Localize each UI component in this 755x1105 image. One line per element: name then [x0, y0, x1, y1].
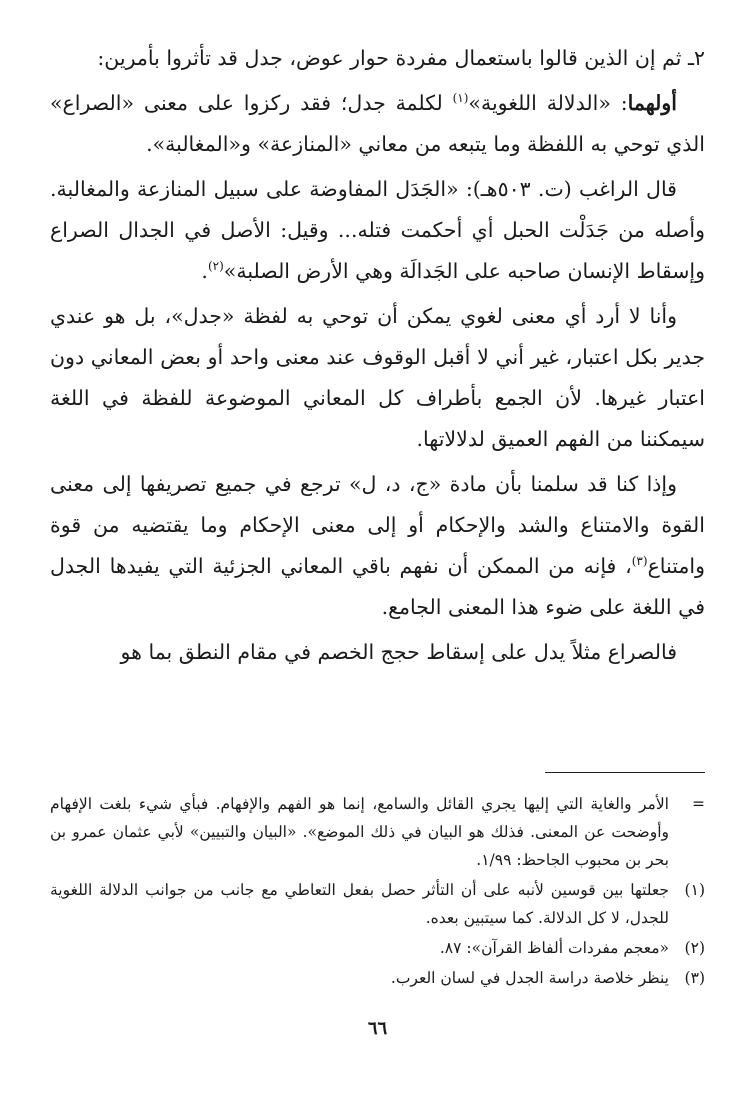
paragraph-2-rest: لكلمة جدل؛ فقد ركزوا على معنى «الصراع» الذي توحي به اللفظة وما يتبعه من معاني «المنازعة» و«المغالبة».	[50, 91, 705, 156]
paragraph-1-text: ٢ـ ثم إن الذين قالوا باستعمال مفردة حوار عوض، جدل قد تأثروا بأمرين:	[97, 46, 705, 70]
footnote-continued	[50, 790, 705, 874]
paragraph-5	[50, 464, 705, 628]
footnote-mark: (٢)	[684, 939, 705, 957]
paragraph-3	[50, 169, 705, 292]
paragraph-2-quote: : «الدلالة اللغوية»	[468, 91, 628, 115]
footnote-ref-1[interactable]: (١)	[452, 91, 469, 106]
footnote-mark: (٣)	[684, 969, 705, 987]
paragraph-4	[50, 296, 705, 460]
paragraph-2	[50, 83, 705, 165]
paragraph-4-text: وأنا لا أرد أي معنى لغوي يمكن أن توحي به لفظة «جدل»، بل هو عندي جدير بكل اعتبار، غير أني لا أقبل الوقوف عند معنى واحد أو بعض المعاني دون اعتبار غيرها. لأن الجمع بأطراف كل المعاني الموضوعة للفظة في اللغة سيمكننا من الفهم العميق لدلالاتها.	[50, 304, 705, 451]
paragraph-2-lead: أولهما	[627, 91, 677, 115]
footnote-1	[50, 876, 705, 932]
paragraph-5-text: وإذا كنا قد سلمنا بأن مادة «ج، د، ل» ترجع في جميع تصريفها إلى معنى القوة والامتناع والشد والإحكام أو إلى معنى الإحكام وما يقتضيه من قوة وامتناع	[50, 472, 705, 578]
paragraph-6	[50, 632, 705, 673]
footnote-3	[50, 964, 705, 992]
paragraph-5-rest: ، فإنه من الممكن أن نفهم باقي المعاني الجزئية التي يفيدها الجدل في اللغة على ضوء هذا المعنى الجامع.	[50, 554, 705, 619]
footnote-text: ينظر خلاصة دراسة الجدل في لسان العرب.	[390, 969, 669, 987]
main-text	[50, 38, 705, 677]
paragraph-3-end: .	[201, 259, 208, 283]
footnotes	[50, 790, 705, 994]
footnote-text: جعلتها بين قوسين لأنبه على أن التأثر حصل بفعل التعاطي مع جانب من جوانب الدلالة اللغوية للجدل، لا كل الدلالة. كما سيتبين بعده.	[50, 881, 669, 927]
footnote-2	[50, 934, 705, 962]
paragraph-1	[50, 38, 705, 79]
footnote-divider	[545, 772, 705, 773]
paragraph-3-text: قال الراغب (ت. ٥٠٣هـ): «الجَدَل المفاوضة على سبيل المنازعة والمغالبة. وأصله من جَدَلْت الحبل أي أحكمت فتله... وقيل: الأصل في الجدال الصراع وإسقاط الإنسان صاحبه على الجَدالَة وهي الأرض الصلبة»	[50, 177, 705, 283]
footnote-ref-2[interactable]: (٢)	[207, 259, 224, 274]
paragraph-6-text: فالصراع مثلاً يدل على إسقاط حجج الخصم في مقام النطق بما هو	[120, 640, 677, 664]
footnote-ref-3[interactable]: (٣)	[631, 554, 648, 569]
page-number: ٦٦	[367, 1018, 388, 1039]
footnote-text: «معجم مفردات ألفاظ القرآن»: ٨٧.	[439, 939, 669, 957]
footnote-mark: (١)	[684, 881, 705, 899]
footnote-mark: =	[692, 795, 705, 813]
footnote-text: الأمر والغاية التي إليها يجري القائل والسامع، إنما هو الفهم والإفهام. فبأي شيء بلغت الإفهام وأوضحت عن المعنى. فذلك هو البيان في ذلك الموضع». «البيان والتبيين» لأبي عثمان عمرو بن بحر بن محبوب الجاحظ: ١/٩٩.	[50, 795, 669, 869]
